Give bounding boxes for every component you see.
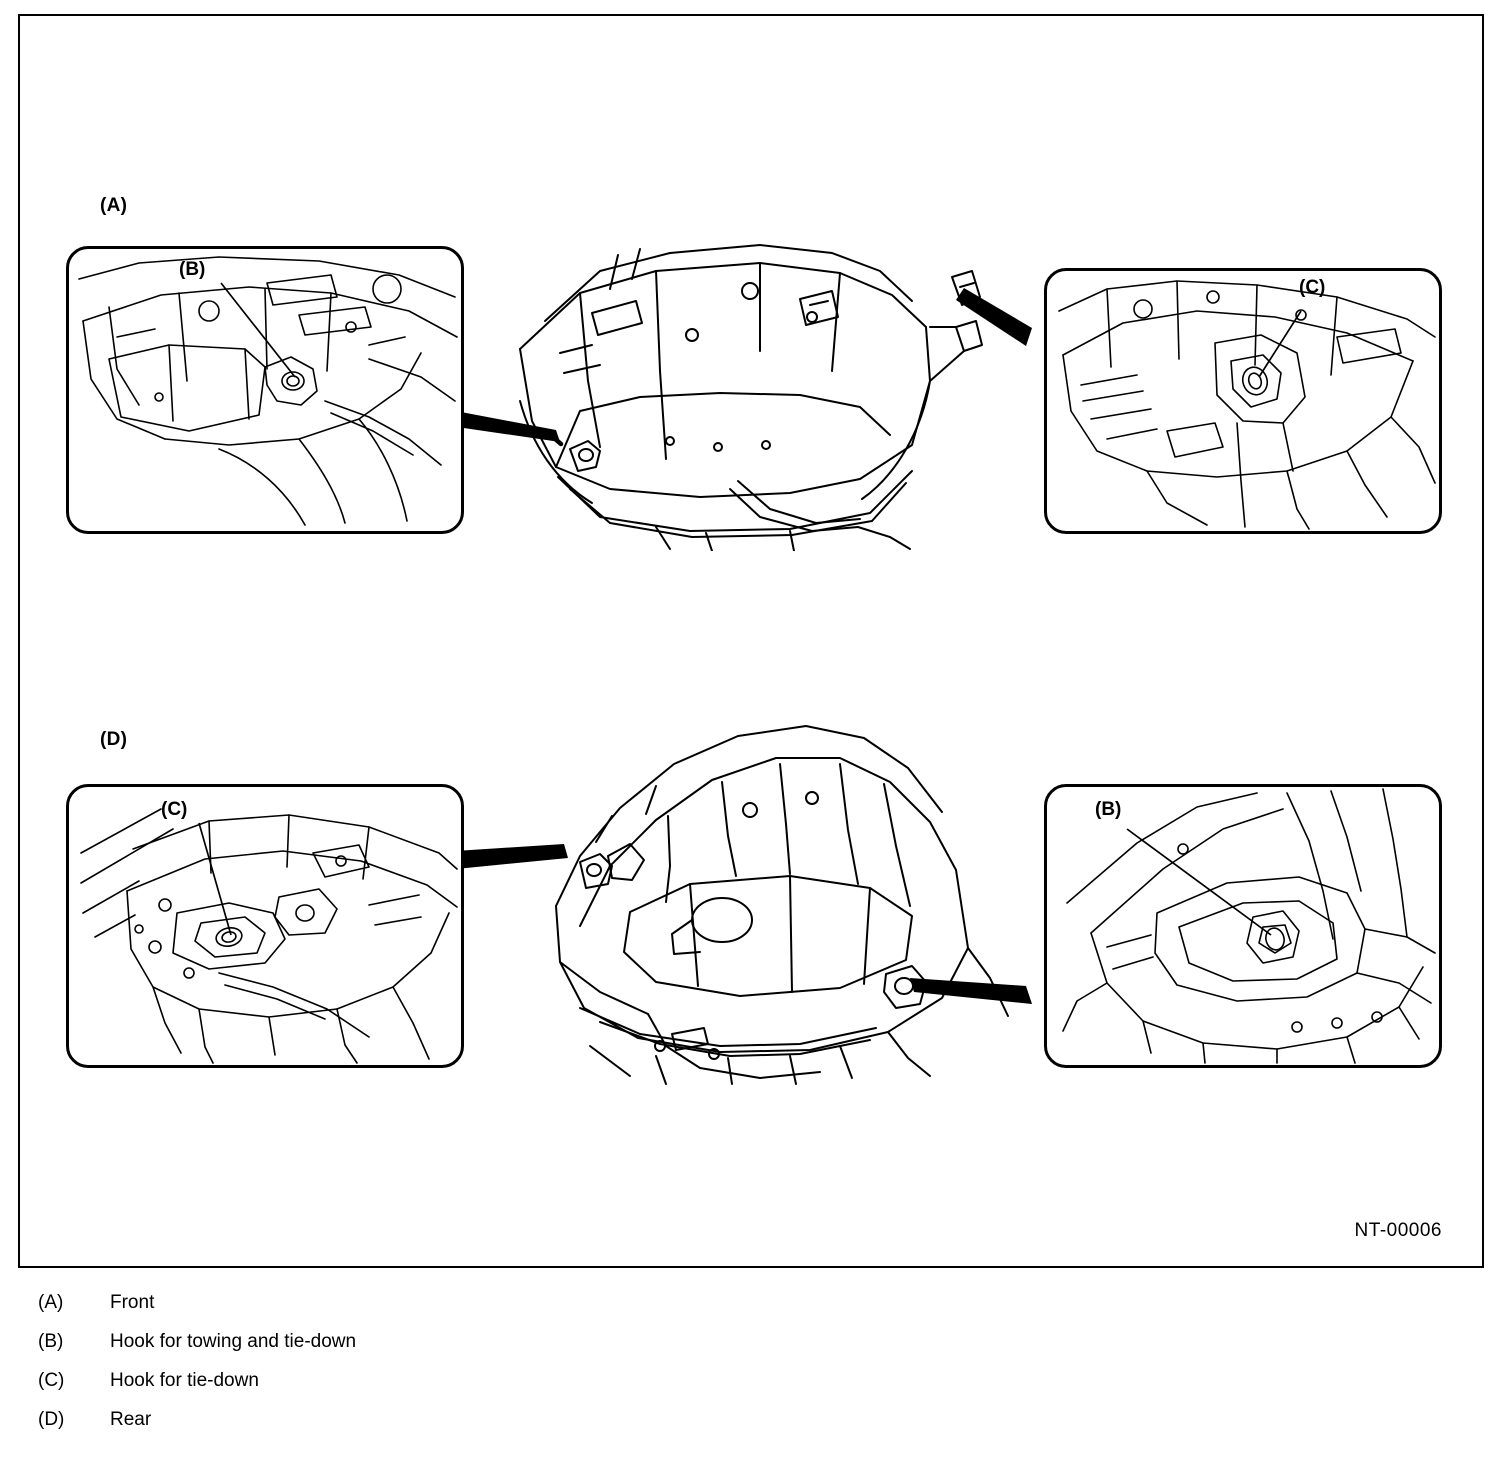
detail-view-rear-left-hook	[66, 784, 464, 1068]
legend-text: Hook for tie-down	[110, 1370, 259, 1391]
detail-label-c-rear-left: (C)	[161, 799, 188, 820]
detail-label-b-rear-right: (B)	[1095, 799, 1122, 820]
figure-frame	[18, 14, 1484, 1268]
legend-key: (D)	[38, 1409, 65, 1430]
legend-key: (B)	[38, 1331, 64, 1352]
legend-text: Hook for towing and tie-down	[110, 1331, 357, 1352]
vehicle-front-underbody-illustration	[460, 231, 1060, 551]
legend-key: (C)	[38, 1370, 65, 1391]
figure-code: NT-00006	[1354, 1220, 1442, 1241]
detail-view-front-right-hook	[1044, 268, 1442, 534]
legend-item	[38, 1331, 938, 1370]
section-label-rear: (D)	[100, 729, 128, 750]
legend-list	[38, 1292, 938, 1448]
legend-text: Rear	[110, 1409, 152, 1430]
section-label-front: (A)	[100, 195, 128, 216]
detail-view-front-left-hook	[66, 246, 464, 534]
detail-view-rear-right-hook	[1044, 784, 1442, 1068]
detail-label-c-front-right: (C)	[1299, 277, 1326, 298]
legend-key: (A)	[38, 1292, 64, 1313]
legend-item	[38, 1292, 938, 1331]
legend-item	[38, 1370, 938, 1409]
detail-label-b-front-left: (B)	[179, 259, 206, 280]
vehicle-rear-underbody-illustration	[460, 716, 1060, 1086]
legend-item	[38, 1409, 938, 1448]
legend-text: Front	[110, 1292, 155, 1313]
